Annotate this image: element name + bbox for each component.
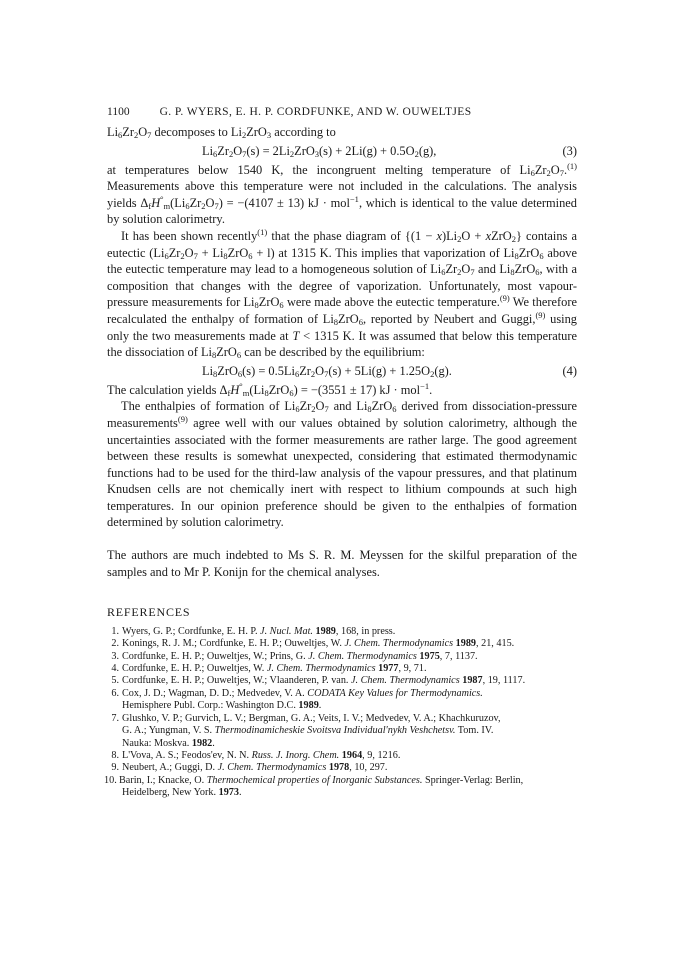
reference-item: 4. Cordfunke, E. H. P.; Ouweltjes, W. J. Chem. Thermodynamics 1977, 9, 71. (111, 663, 427, 675)
reference-item: 7. Glushko, V. P.; Gurvich, L. V.; Bergman, G. A.; Veits, I. V.; Medvedev, V. A.; Khachkuruzov, G. A.; Yungman, V. S. Thermodinamicheskie Svoitsva Individual'nykh Veshchetsv. Tom. IV. Nauka: Moskva. 1982. (111, 712, 501, 749)
reference-item: 8. L'Vova, A. S.; Feodos'ev, N. N. Russ. J. Inorg. Chem. 1964, 9, 1216. (111, 749, 401, 761)
running-header (107, 106, 472, 118)
paragraph-li8zro6-enthalpy: The calculation yields $\Delta_fH^\circ_m(Li_8ZrO_6) = -(3551 \pm 17)$ kJ · mol$^{-1}$. (107, 380, 433, 398)
paragraph-agreement-discussion: The enthalpies of formation of $Li_6Zr_2O_7$ and $Li_8ZrO_6$ derived from dissociation-pressure measurements$^{(9)}$ agree well with our values obtained by solution calorimetry, although the uncertainties associated with the former measurements are rather large. The good agreement between these results is somewhat unexpected, considering that estimated thermodynamic functions had to be used for the third-law analysis of the vapour pressures, and that platinum Knudsen cells are not chemically inert with respect to lithium compounds at such high temperatures. In our opinion preference should be given to the enthalpies of formation determined by solution calorimetry. (107, 399, 577, 530)
acknowledgement: The authors are much indebted to Ms S. R. M. Meyssen for the skilful preparation of the samples and to Mr P. Konijn for the chemical analyses. (107, 548, 577, 579)
reference-item: 10. Barin, I.; Knacke, O. Thermochemical properties of Inorganic Substances. Springer-Verlag: Berlin, Heidelberg, New York. 1973. (104, 774, 524, 799)
reference-item: 3. Cordfunke, E. H. P.; Ouweltjes, W.; Prins, G. J. Chem. Thermodynamics 1975, 7, 1137. (111, 650, 478, 662)
reference-item: 6. Cox, J. D.; Wagman, D. D.; Medvedev, V. A. CODATA Key Values for Thermodynamics. Hemisphere Publ. Corp.: Washington D.C. 1989. (111, 687, 483, 712)
page-number: 1100 (107, 106, 130, 118)
paragraph-li6zr2o7-enthalpy: at temperatures below 1540 K, the incongruent melting temperature of $Li_6Zr_2O_7.^{(1)}$ Measurements above this temperature were not included in the calculations. The analysis yields $\Delta_fH^\circ_m(Li_6Zr_2O_7) = -(4107 \pm 13)$ kJ · mol$^{-1}$, which is identical to the value determined by solution calorimetry. (107, 160, 577, 227)
equation-4 (107, 363, 577, 382)
reference-item: 1. Wyers, G. P.; Cordfunke, E. H. P. J. Nucl. Mat. 1989, 168, in press. (111, 625, 396, 637)
equation-4-expression: $Li_8ZrO_6(s) = 0.5Li_6Zr_2O_7(s) + 5Li(g) + 1.25O_2(g)$. (202, 363, 452, 379)
paragraph-phase-diagram: It has been shown recently$^{(1)}$ that the phase diagram of {$(1 - x)Li_2O$ + xZrO$_2$} contains a eutectic $(Li_6Zr_2O_7 + Li_8ZrO_6 + l)$ at 1315 K. This implies that vaporization of $Li_8ZrO_6$ above the eutectic temperature may lead to a homogeneous solution of $Li_6Zr_2O_7$ and $Li_8ZrO_6$, with a composition that changes with the degree of vaporization. Unfortunately, most vapour-pressure measurements for $Li_8ZrO_6$ were made above the eutectic temperature.$^{(9)}$ We therefore recalculated the enthalpy of formation of $Li_8ZrO_6$, reported by Neubert and Guggi,$^{(9)}$ using only the two measurements made at T < 1315 K. It was assumed that below this temperature the dissociation of $Li_8ZrO_6$ can be described by the equilibrium: (107, 226, 578, 361)
equation-3-expression: $Li_6Zr_2O_7(s) = 2Li_2ZrO_3(s) + 2Li(g) + 0.5O_2(g)$, (202, 143, 437, 159)
paragraph-decomposition-intro: $Li_6Zr_2O_7$ decomposes to $Li_2ZrO_3$ according to (107, 125, 336, 140)
reference-item: 9. Neubert, A.; Guggi, D. J. Chem. Thermodynamics 1978, 10, 297. (111, 762, 388, 774)
equation-3 (107, 143, 577, 162)
references-list (104, 625, 577, 800)
reference-item: 5. Cordfunke, E. H. P.; Ouweltjes, W.; Vlaanderen, P. van. J. Chem. Thermodynamics 1987, 19, 1117. (111, 675, 526, 687)
article-body (104, 124, 578, 800)
equation-4-number: (4) (562, 363, 577, 378)
running-header-authors: G. P. WYERS, E. H. P. CORDFUNKE, AND W. OUWELTJES (159, 106, 472, 118)
equation-3-number: (3) (562, 143, 577, 158)
references-heading: REFERENCES (107, 605, 191, 620)
reference-item: 2. Konings, R. J. M.; Cordfunke, E. H. P.; Ouweltjes, W. J. Chem. Thermodynamics 1989, 21, 415. (111, 638, 515, 650)
